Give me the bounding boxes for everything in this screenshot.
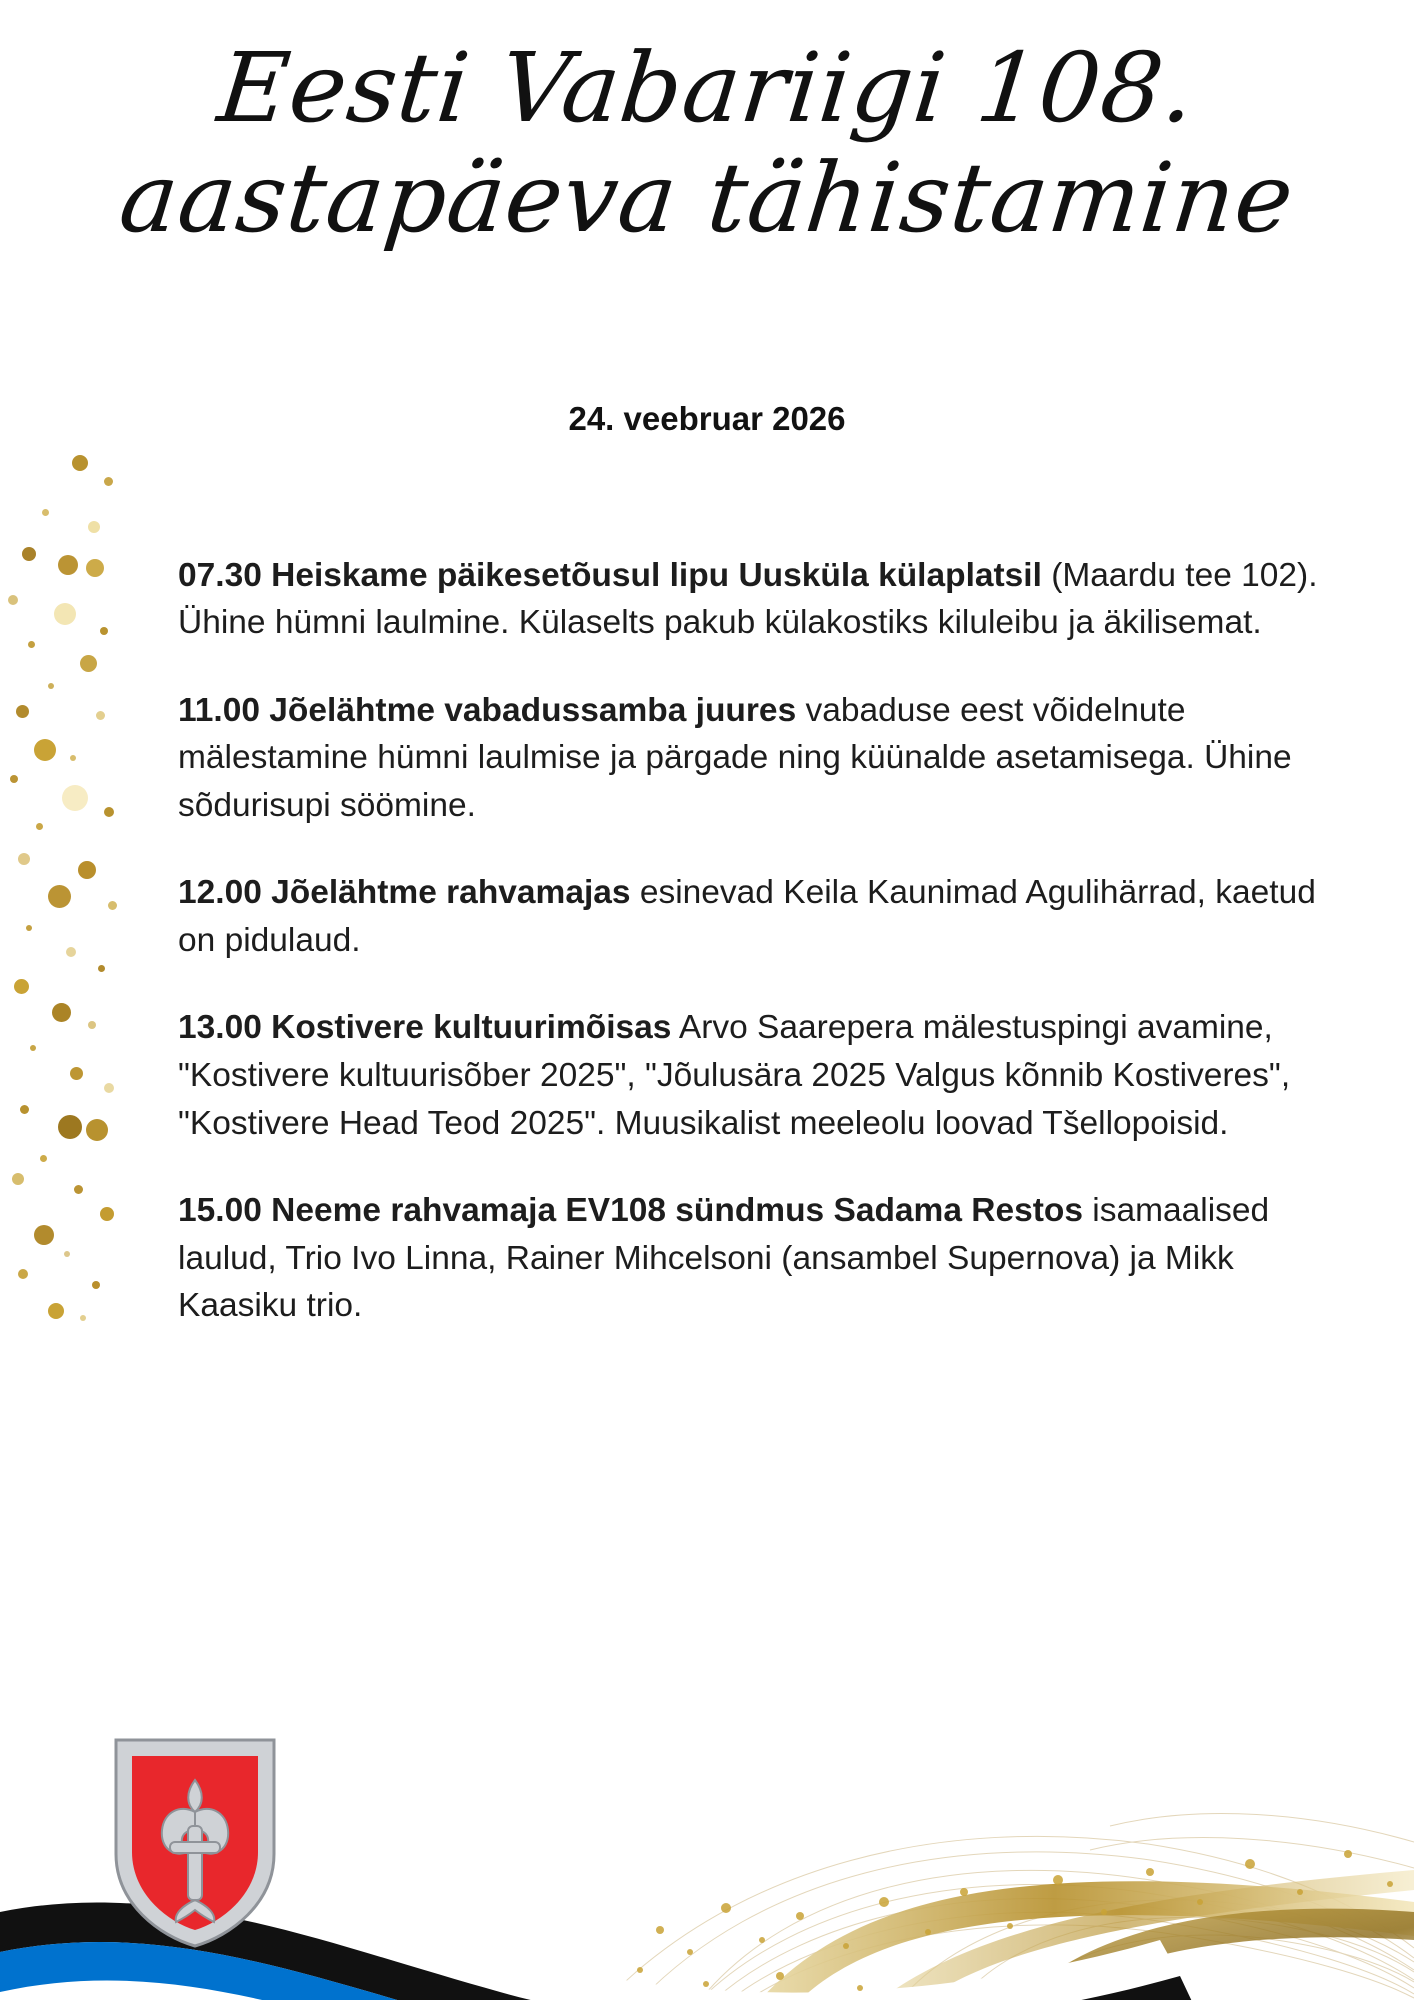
schedule-item-body: isamaalised laulud, Trio Ivo Linna, Rainer Mihcelsoni (ansambel Supernova) ja Mikk Kaasiku trio. — [178, 1192, 1270, 1325]
schedule-item-body: (Maardu tee 102). Ühine hümni laulmine. Külaselts pakub külakostiks kiluleibu ja äkilisemat. — [178, 556, 1318, 642]
list-item — [178, 869, 1338, 964]
schedule-item-heading: 13.00 Kostivere kultuurimõisas — [178, 1009, 672, 1047]
gold-confetti-decoration — [0, 455, 170, 1655]
title-line-2: aastapäeva tähistamine — [114, 142, 1300, 254]
schedule-item-heading: 07.30 Heiskame päikesetõusul lipu Uusküla külaplatsil — [178, 556, 1042, 594]
list-item — [178, 552, 1338, 647]
schedule-list — [178, 518, 1338, 1330]
schedule-item-body: esinevad Keila Kaunimad Agulihärrad, kaetud on pidulaud. — [178, 874, 1316, 959]
page-title — [0, 32, 1414, 254]
list-item — [178, 1187, 1338, 1330]
event-date: 24. veebruar 2026 — [568, 400, 846, 437]
list-item — [178, 687, 1338, 830]
schedule-item-body: vabaduse eest võidelnute mälestamine hümni laulmise ja pärgade ning küünalde asetamisega. Ühine sõdurisupi söömine. — [178, 691, 1292, 824]
joelahtme-coat-of-arms — [110, 1734, 280, 1952]
schedule-item-heading: 12.00 Jõelähtme rahvamajas — [178, 874, 631, 912]
schedule-item-heading: 15.00 Neeme rahvamaja EV108 sündmus Sadama Restos — [178, 1192, 1083, 1230]
title-line-1: Eesti Vabariigi 108. — [213, 32, 1201, 144]
schedule-item-heading: 11.00 Jõelähtme vabadussamba juures — [178, 691, 797, 729]
bottom-decoration — [0, 1640, 1414, 2000]
list-item — [178, 1004, 1338, 1147]
schedule-item-body: Arvo Saarepera mälestuspingi avamine, "Kostivere kultuurisõber 2025", "Jõulusära 2025 Valgus kõnnib Kostiveres", "Kostivere Head Teod 2025". Muusikalist meeleolu loovad Tšellopoisid. — [178, 1009, 1291, 1142]
